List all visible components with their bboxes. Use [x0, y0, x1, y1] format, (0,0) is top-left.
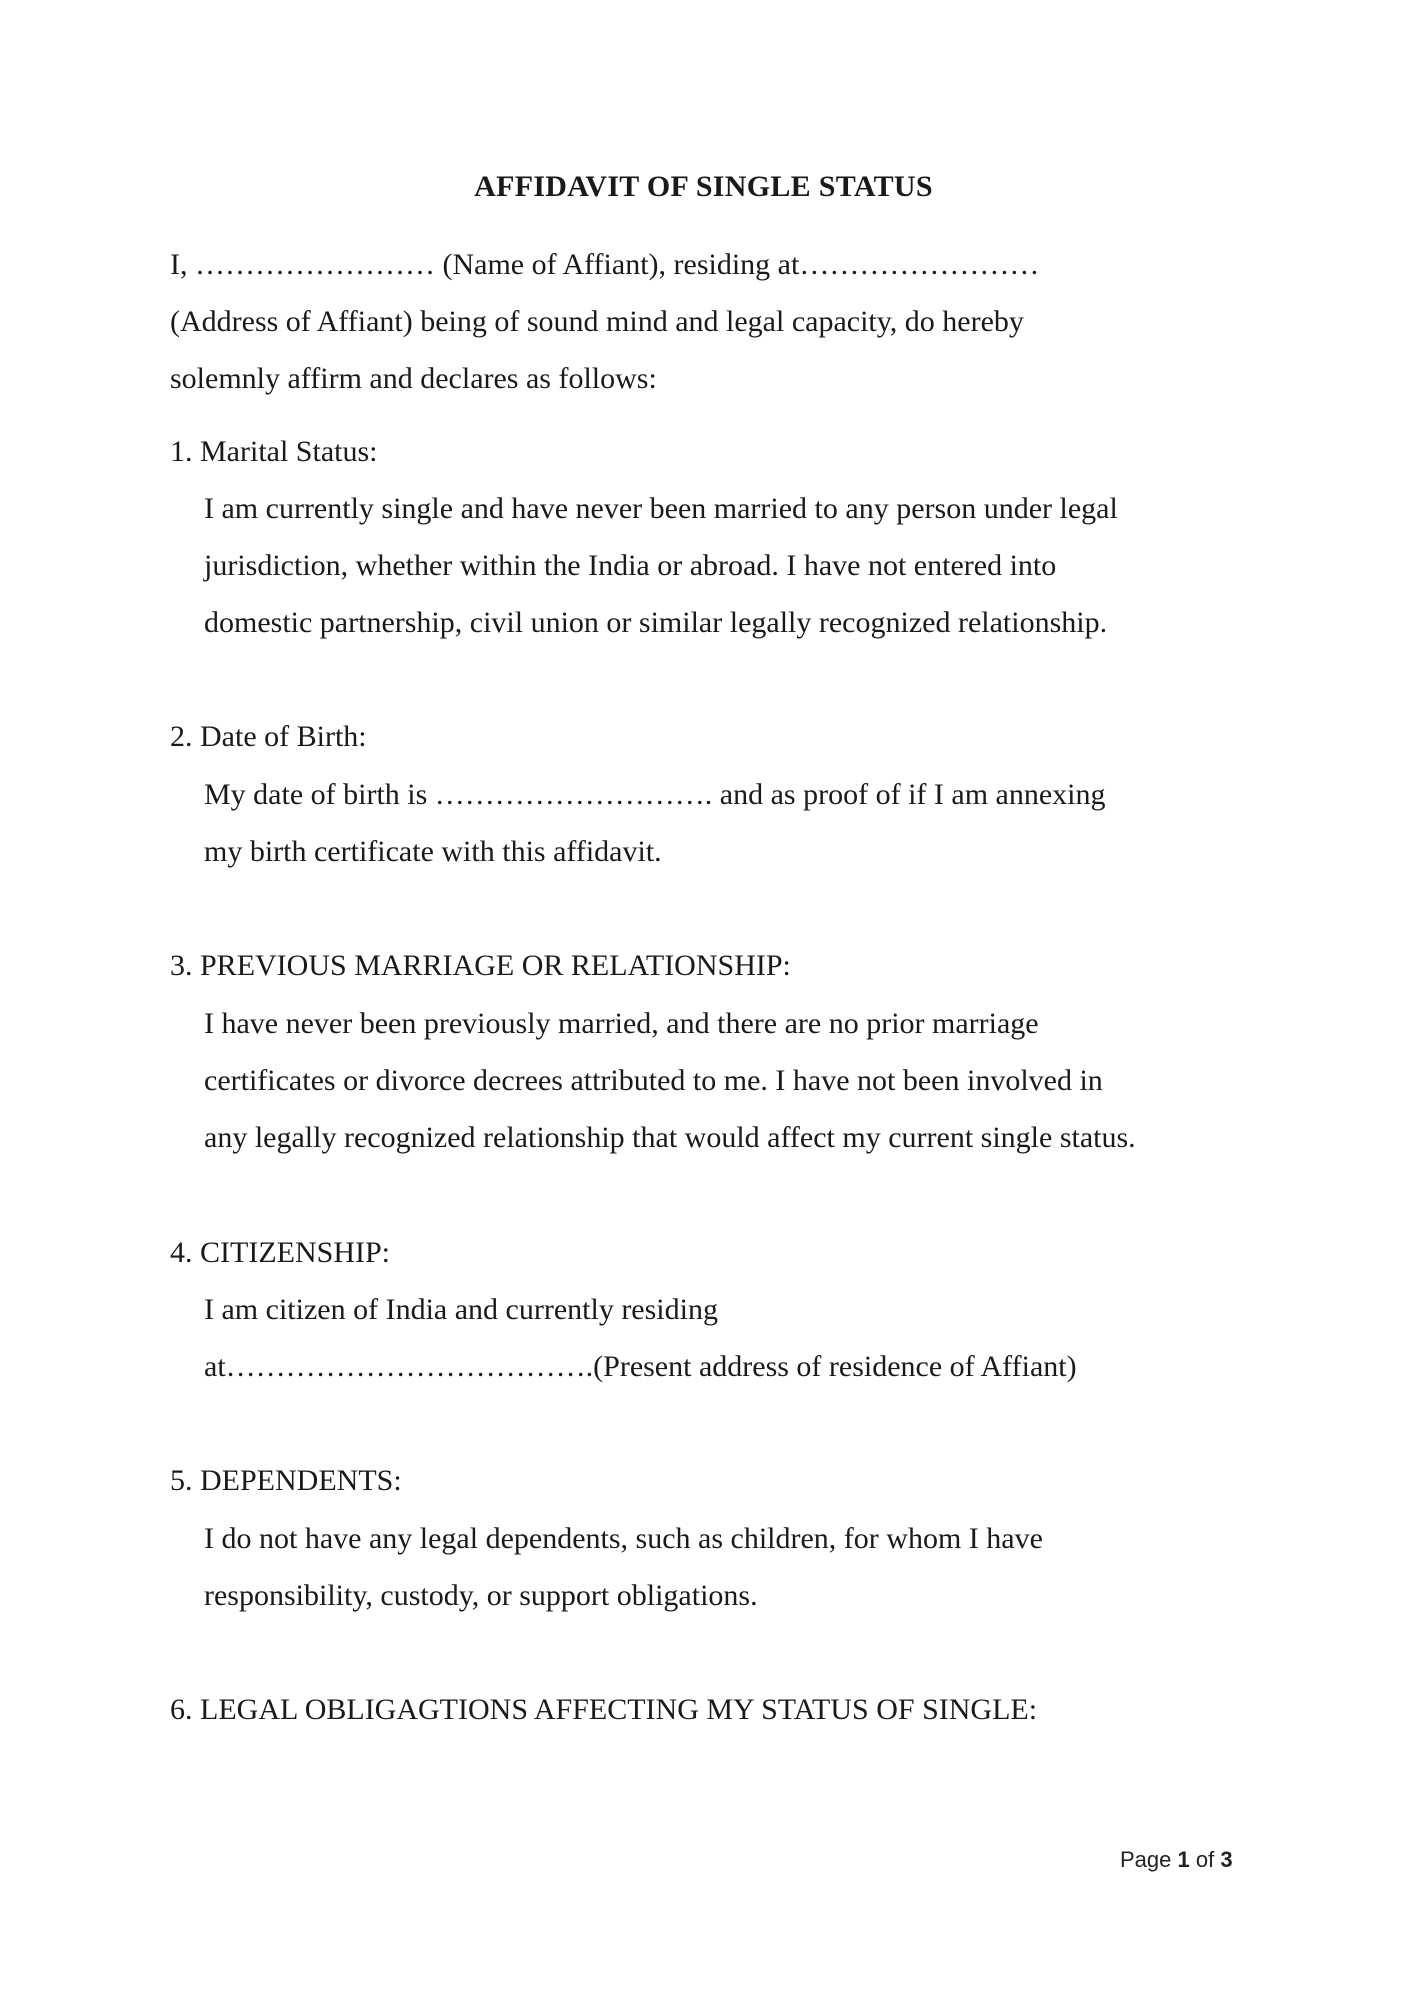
intro-line-3: solemnly affirm and declares as follows: — [170, 362, 657, 395]
section-5-heading: 5. DEPENDENTS: — [170, 1464, 402, 1497]
intro-line-1: I, …………………… (Name of Affiant), residing at…………………… — [170, 248, 1040, 281]
section-2-line-1: My date of birth is ………………………. and as proof of if I am annexing — [204, 778, 1106, 811]
section-2-line-2: my birth certificate with this affidavit. — [204, 835, 662, 868]
section-4-line-1: I am citizen of India and currently residing — [204, 1293, 718, 1326]
footer-total-pages: 3 — [1220, 1847, 1233, 1872]
section-5-line-1: I do not have any legal dependents, such as children, for whom I have — [204, 1522, 1043, 1555]
section-6-heading: 6. LEGAL OBLIGAGTIONS AFFECTING MY STATUS OF SINGLE: — [170, 1693, 1038, 1726]
section-1-line-2: jurisdiction, whether within the India or abroad. I have not entered into — [204, 549, 1057, 582]
section-5-line-2: responsibility, custody, or support obligations. — [204, 1579, 758, 1612]
footer-current-page: 1 — [1177, 1847, 1190, 1872]
footer-of-word: of — [1195, 1847, 1215, 1872]
section-4-heading: 4. CITIZENSHIP: — [170, 1236, 390, 1269]
section-2-heading: 2. Date of Birth: — [170, 720, 367, 753]
page-number-footer — [1120, 1847, 1233, 1873]
section-1-line-3: domestic partnership, civil union or similar legally recognized relationship. — [204, 606, 1108, 639]
section-3-line-2: certificates or divorce decrees attributed to me. I have not been involved in — [204, 1064, 1103, 1097]
footer-page-word: Page — [1120, 1847, 1172, 1872]
section-1-line-1: I am currently single and have never been married to any person under legal — [204, 492, 1118, 525]
section-1-heading: 1. Marital Status: — [170, 435, 378, 468]
section-4-line-2: at……………………………….(Present address of residence of Affiant) — [204, 1350, 1077, 1383]
section-3-line-1: I have never been previously married, and there are no prior marriage — [204, 1007, 1039, 1040]
document-title: AFFIDAVIT OF SINGLE STATUS — [474, 170, 933, 203]
intro-line-2: (Address of Affiant) being of sound mind and legal capacity, do hereby — [170, 305, 1024, 338]
section-3-line-3: any legally recognized relationship that would affect my current single status. — [204, 1121, 1136, 1154]
section-3-heading: 3. PREVIOUS MARRIAGE OR RELATIONSHIP: — [170, 949, 791, 982]
